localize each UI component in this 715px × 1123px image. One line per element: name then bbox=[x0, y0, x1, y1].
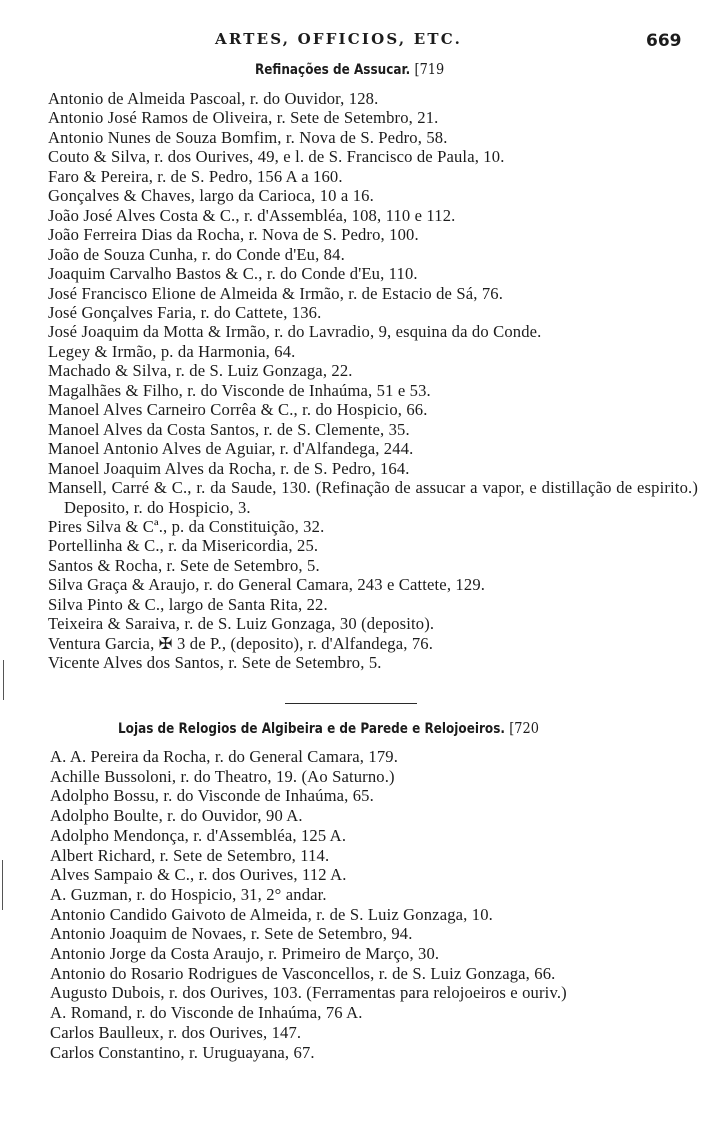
section-title: Lojas de Relogios de Algibeira e de Parede e Relojoeiros. bbox=[118, 721, 505, 737]
directory-entry: Antonio Nunes de Souza Bomfim, r. Nova de S. Pedro, 58. bbox=[48, 127, 448, 147]
section-heading-refinacoes bbox=[255, 60, 444, 78]
directory-entry: Alves Sampaio & C., r. dos Ourives, 112 A. bbox=[50, 865, 347, 885]
directory-entry: Manoel Joaquim Alves da Rocha, r. de S. Pedro, 164. bbox=[48, 458, 410, 478]
directory-entry: Teixeira & Saraiva, r. de S. Luiz Gonzaga, 30 (deposito). bbox=[48, 614, 435, 634]
directory-entry: Vicente Alves dos Santos, r. Sete de Setembro, 5. bbox=[48, 653, 382, 673]
running-head bbox=[0, 30, 715, 54]
directory-entry: Silva Graça & Araujo, r. do General Camara, 243 e Cattete, 129. bbox=[48, 575, 486, 595]
directory-entry: A. Romand, r. do Visconde de Inhaúma, 76 A. bbox=[50, 1003, 363, 1023]
directory-entry: Carlos Constantino, r. Uruguayana, 67. bbox=[50, 1042, 315, 1062]
directory-entry: Magalhães & Filho, r. do Visconde de Inhaúma, 51 e 53. bbox=[48, 380, 431, 400]
directory-entry: Machado & Silva, r. de S. Luiz Gonzaga, 22. bbox=[48, 361, 353, 381]
directory-entry: Antonio Candido Gaivoto de Almeida, r. de S. Luiz Gonzaga, 10. bbox=[50, 904, 493, 924]
directory-entry: A. A. Pereira da Rocha, r. do General Camara, 179. bbox=[50, 747, 399, 766]
directory-entry: Antonio Jorge da Costa Araujo, r. Primeiro de Março, 30. bbox=[50, 944, 440, 963]
directory-entry: Antonio do Rosario Rodrigues de Vasconcellos, r. de S. Luiz Gonzaga, 66. bbox=[50, 963, 556, 983]
directory-entry: Couto & Silva, r. dos Ourives, 49, e l. de S. Francisco de Paula, 10. bbox=[48, 147, 505, 167]
directory-entry: João de Souza Cunha, r. do Conde d'Eu, 84. bbox=[48, 244, 345, 264]
directory-entry: Augusto Dubois, r. dos Ourives, 103. (Ferramentas para relojoeiros e ouriv.) bbox=[50, 983, 567, 1003]
directory-entry: Achille Bussoloni, r. do Theatro, 19. (Ao Saturno.) bbox=[50, 766, 395, 786]
directory-entry: Adolpho Bossu, r. do Visconde de Inhaúma, 65. bbox=[50, 786, 374, 806]
section-ref: [719 bbox=[414, 60, 445, 78]
directory-entry: Legey & Irmão, p. da Harmonia, 64. bbox=[48, 341, 296, 361]
directory-entry: José Gonçalves Faria, r. do Cattete, 136. bbox=[48, 302, 322, 322]
directory-entry: Antonio Joaquim de Novaes, r. Sete de Setembro, 94. bbox=[50, 924, 413, 944]
directory-entry: Antonio José Ramos de Oliveira, r. Sete de Setembro, 21. bbox=[48, 108, 439, 128]
directory-entry: Silva Pinto & C., largo de Santa Rita, 22. bbox=[48, 594, 328, 614]
page-edge-mark bbox=[2, 860, 3, 910]
section-heading-relogios bbox=[118, 719, 539, 737]
directory-entry: Faro & Pereira, r. de S. Pedro, 156 A a 160. bbox=[48, 166, 343, 186]
directory-entry: Mansell, Carré & C., r. da Saude, 130. (Refinação de assucar a vapor, e distillação de espirito.) Deposito, r. do Hospicio, 3. bbox=[48, 478, 698, 517]
directory-entry: José Francisco Elione de Almeida & Irmão, r. de Estacio de Sá, 76. bbox=[48, 283, 504, 303]
directory-entry: José Joaquim da Motta & Irmão, r. do Lavradio, 9, esquina da do Conde. bbox=[48, 322, 542, 342]
directory-entry: Gonçalves & Chaves, largo da Carioca, 10 a 16. bbox=[48, 186, 374, 206]
directory-entry: Portellinha & C., r. da Misericordia, 25. bbox=[48, 536, 319, 556]
directory-entry: Ventura Garcia, ✠ 3 de P., (deposito), r. d'Alfandega, 76. bbox=[48, 633, 434, 653]
directory-entry: João José Alves Costa & C., r. d'Assembléa, 108, 110 e 112. bbox=[48, 205, 456, 225]
directory-entry: João Ferreira Dias da Rocha, r. Nova de S. Pedro, 100. bbox=[48, 225, 419, 245]
directory-entry: Adolpho Boulte, r. do Ouvidor, 90 A. bbox=[50, 806, 303, 826]
directory-entry: Antonio de Almeida Pascoal, r. do Ouvidor, 128. bbox=[48, 89, 379, 108]
section-title: Refinações de Assucar. bbox=[255, 62, 411, 78]
directory-entry: Pires Silva & Cª., p. da Constituição, 32. bbox=[48, 516, 325, 536]
section-divider bbox=[285, 703, 417, 704]
directory-entry: Adolpho Mendonça, r. d'Assembléa, 125 A. bbox=[50, 825, 347, 845]
directory-entry: Manoel Antonio Alves de Aguiar, r. d'Alfandega, 244. bbox=[48, 439, 414, 459]
directory-entry: Santos & Rocha, r. Sete de Setembro, 5. bbox=[48, 555, 320, 575]
directory-entry: A. Guzman, r. do Hospicio, 31, 2° andar. bbox=[50, 884, 327, 904]
directory-entry: Carlos Baulleux, r. dos Ourives, 147. bbox=[50, 1022, 302, 1042]
directory-entry: Joaquim Carvalho Bastos & C., r. do Conde d'Eu, 110. bbox=[48, 264, 418, 284]
page-number: 669 bbox=[646, 31, 682, 51]
page-edge-mark bbox=[3, 660, 4, 700]
directory-entry: Manoel Alves da Costa Santos, r. de S. Clemente, 35. bbox=[48, 419, 410, 439]
directory-entry: Manoel Alves Carneiro Corrêa & C., r. do Hospicio, 66. bbox=[48, 400, 428, 420]
running-title: ARTES, OFFICIOS, ETC. bbox=[215, 30, 463, 48]
directory-entry: Albert Richard, r. Sete de Setembro, 114. bbox=[50, 845, 330, 865]
section-ref: [720 bbox=[509, 719, 539, 737]
